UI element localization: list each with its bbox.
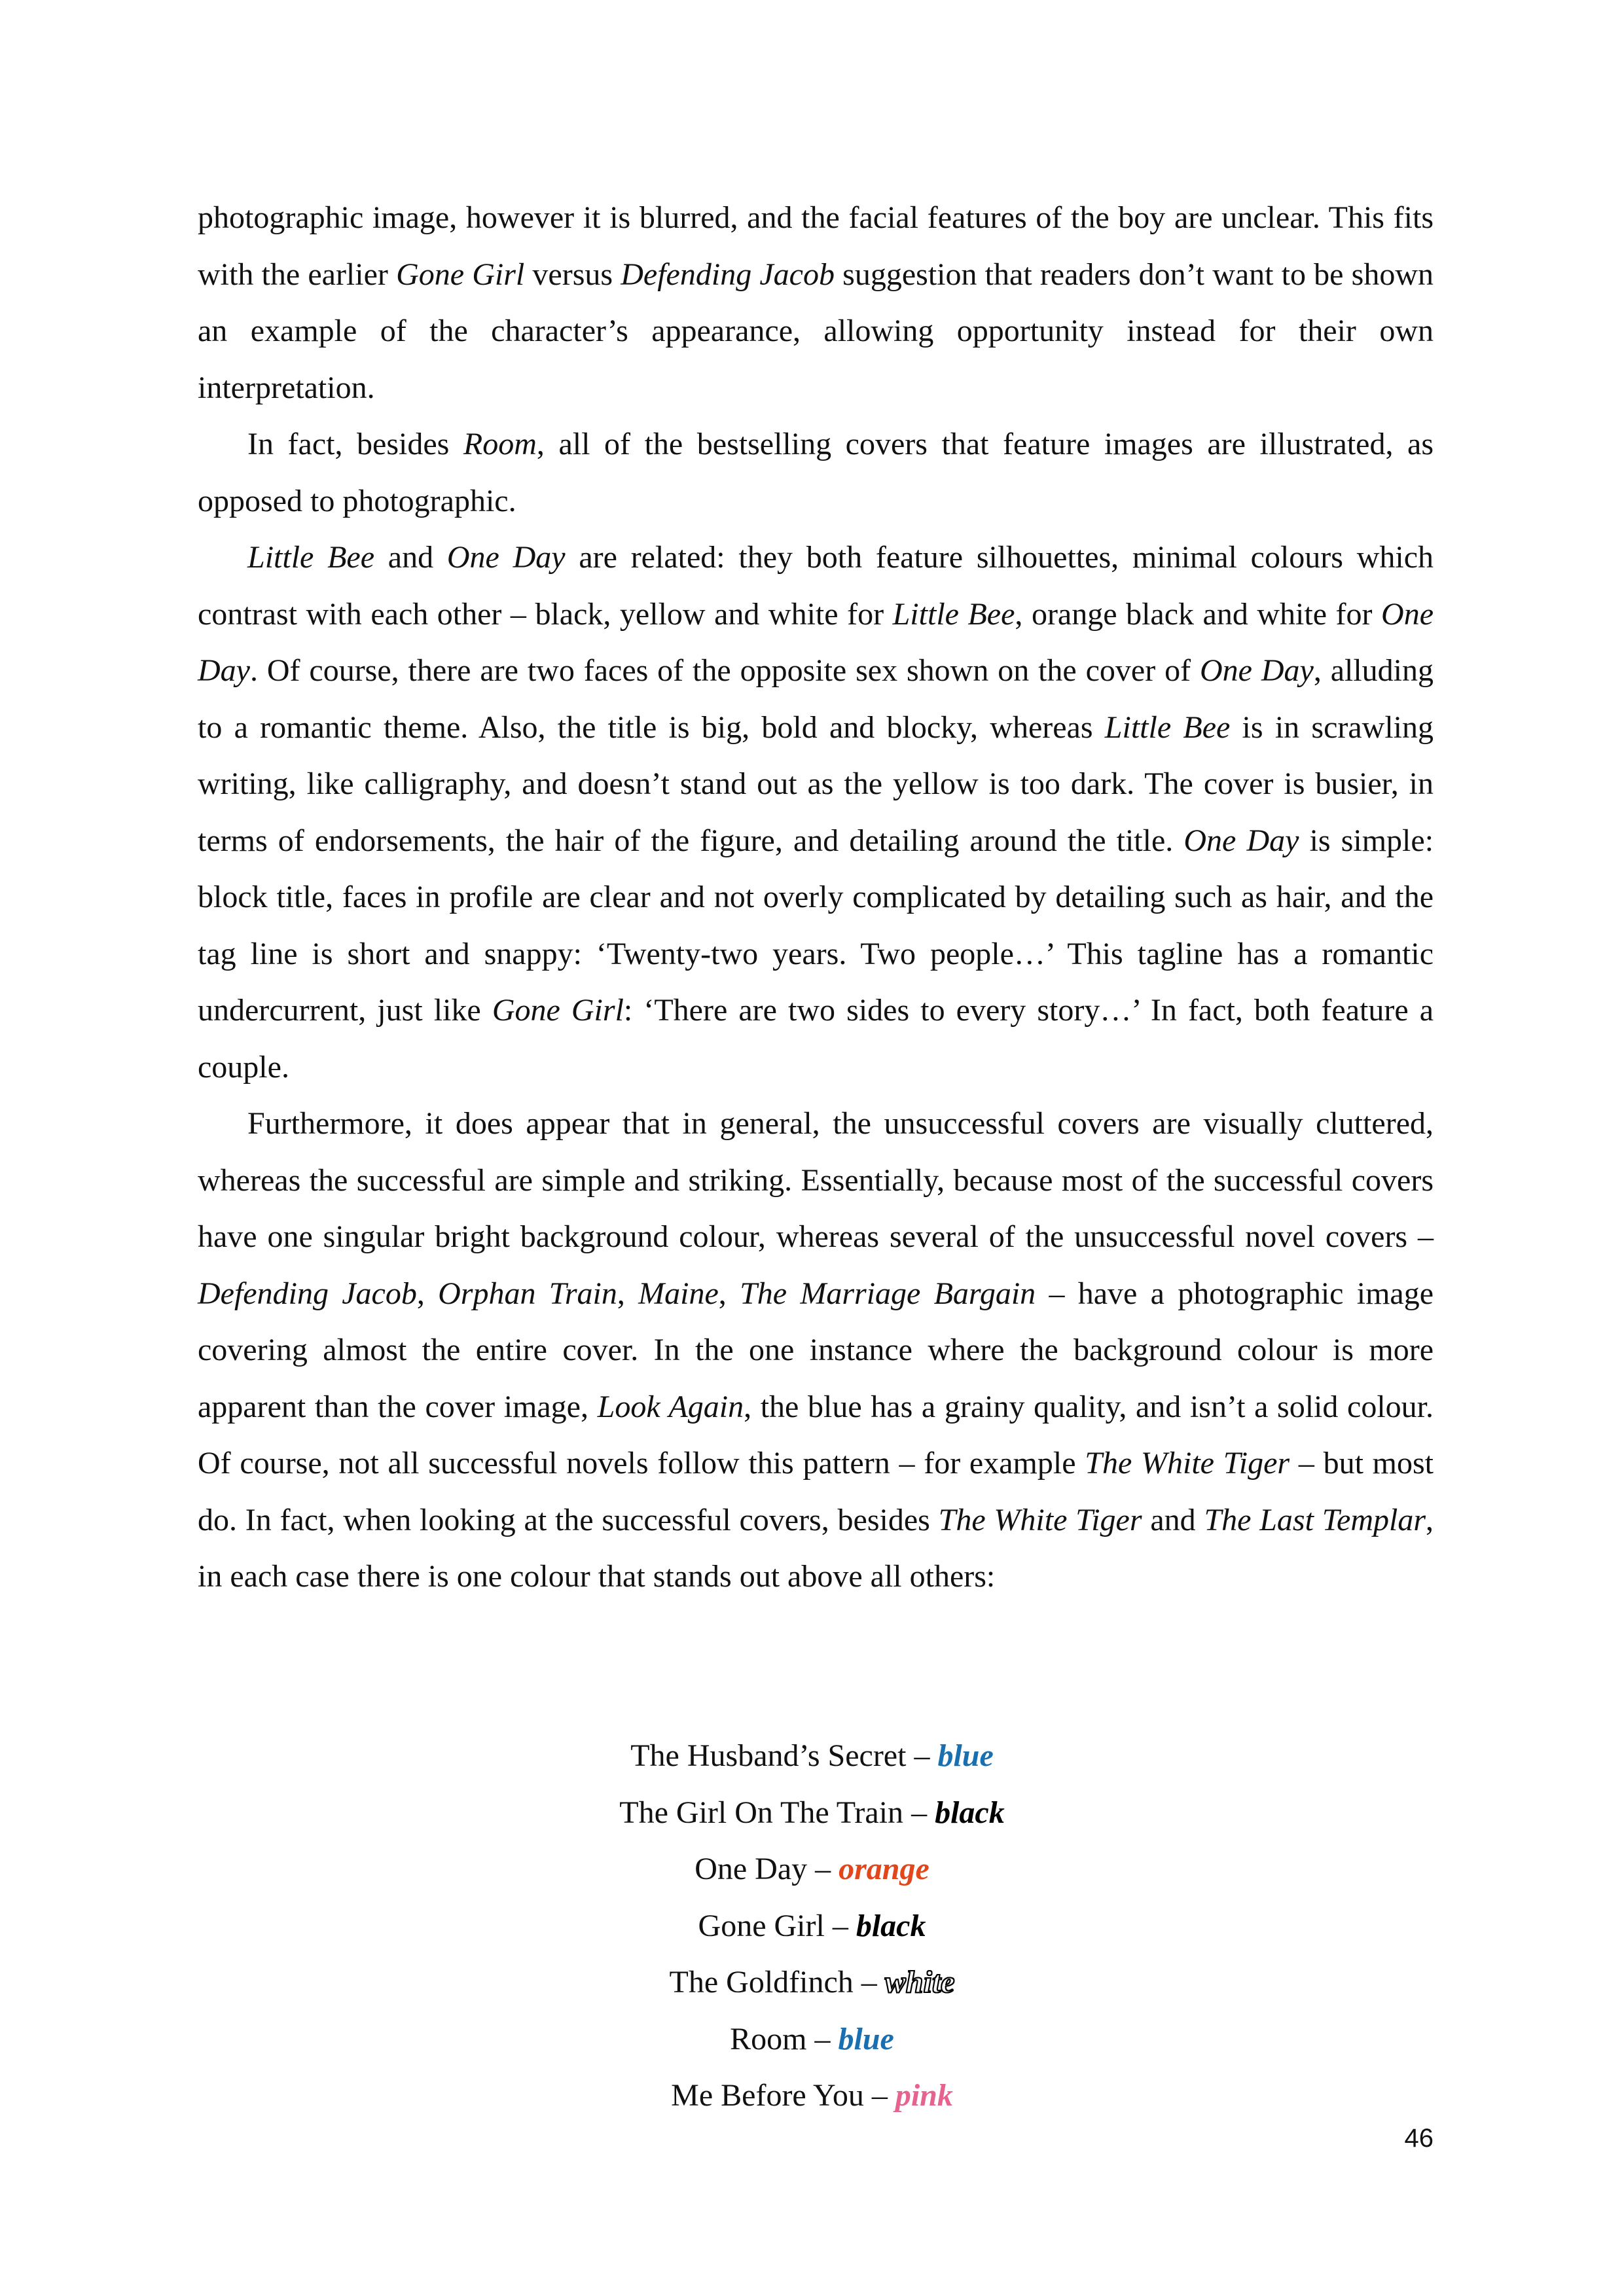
text-run: versus <box>524 257 621 292</box>
separator: – <box>906 1738 938 1773</box>
text-run: is simple: block title, faces in profile are clear and not overly complicated by detailing such as hair, and the tag line is short and snappy: ‘Twenty-two years. Two people…’ This tagline has a romantic undercurrent, just like <box>198 823 1434 1028</box>
colour-word: black <box>935 1795 1005 1830</box>
cover-title: The Girl On The Train <box>619 1795 904 1830</box>
text-run: and <box>374 540 447 575</box>
cover-title: The Goldfinch <box>669 1965 854 2000</box>
text-run: , <box>617 1276 639 1311</box>
colour-list-item <box>0 2011 1624 2068</box>
text-run: In fact, besides <box>247 427 463 461</box>
cover-title: One Day <box>695 1852 808 1886</box>
text-run: , in each case there is one colour that stands out above all others: <box>198 1502 1434 1594</box>
body-text <box>198 190 1434 1605</box>
separator: – <box>863 2078 895 2113</box>
book-title: Little Bee <box>247 540 375 575</box>
separator: – <box>824 1908 856 1943</box>
text-run: , <box>416 1276 439 1311</box>
text-run: Furthermore, it does appear that in general, the unsuccessful covers are visually cluttered, whereas the successful are simple and striking. Essentially, because most of the successful covers have one singular bright background colour, whereas several of the unsuccessful novel covers – <box>198 1106 1434 1254</box>
book-title: One Day <box>198 596 1434 688</box>
text-run: , <box>718 1276 740 1311</box>
book-title: Look Again <box>597 1389 744 1424</box>
paragraph <box>198 1096 1434 1605</box>
text-run: , alluding to a romantic theme. Also, the title is big, bold and blocky, whereas <box>198 653 1434 745</box>
colour-word: orange <box>839 1852 929 1886</box>
book-title: Little Bee <box>892 596 1015 632</box>
colour-word: pink <box>895 2078 953 2113</box>
separator: – <box>903 1795 935 1830</box>
paragraph <box>198 190 1434 416</box>
text-run: , orange black and white for <box>1015 596 1382 632</box>
colour-list-item <box>0 1841 1624 1898</box>
book-title: Orphan Train <box>438 1276 617 1311</box>
book-title: The Last Templar <box>1204 1502 1426 1537</box>
colour-word: black <box>856 1908 926 1943</box>
text-run: . Of course, there are two faces of the opposite sex shown on the cover of <box>249 653 1200 688</box>
separator: – <box>806 2021 839 2056</box>
colour-list-item <box>0 1785 1624 1842</box>
book-title: Maine <box>638 1276 719 1311</box>
book-title: One Day <box>1183 823 1299 858</box>
colour-list-item <box>0 1954 1624 2011</box>
colour-word: blue <box>838 2021 894 2056</box>
book-title: The White Tiger <box>938 1502 1142 1537</box>
paragraph <box>198 529 1434 1096</box>
colour-word: white <box>884 1965 955 2000</box>
text-run: are related: they both feature silhouettes, minimal colours which contrast with each other – black, yellow and white for <box>198 540 1434 632</box>
text-run: is in scrawling writing, like calligraphy, and doesn’t stand out as the yellow is too dark. The cover is busier, in terms of endorsements, the hair of the figure, and detailing around the title. <box>198 709 1434 858</box>
book-title: Little Bee <box>1104 709 1231 745</box>
book-title: Room <box>463 427 537 461</box>
colour-word: blue <box>937 1738 994 1773</box>
text-run: : ‘There are two sides to every story…’ In fact, both feature a couple. <box>198 993 1434 1085</box>
text-run: – have a photographic image covering almost the entire cover. In the one instance where the background colour is more apparent than the cover image, <box>198 1276 1434 1424</box>
page-number: 46 <box>1404 2124 1434 2153</box>
separator: – <box>853 1965 885 2000</box>
book-title: One Day <box>446 540 566 575</box>
text-run: – but most do. In fact, when looking at the successful covers, besides <box>198 1446 1434 1537</box>
book-title: Gone Girl <box>492 993 624 1028</box>
separator: – <box>807 1852 839 1886</box>
cover-title: Me Before You <box>671 2078 864 2113</box>
book-title: Gone Girl <box>396 257 525 292</box>
book-title: One Day <box>1199 653 1314 688</box>
book-title: The White Tiger <box>1085 1446 1290 1480</box>
text-run: , all of the bestselling covers that feature images are illustrated, as opposed to photographic. <box>198 427 1434 518</box>
cover-colour-list <box>0 1728 1624 2125</box>
cover-title: The Husband’s Secret <box>630 1738 907 1773</box>
text-run: and <box>1142 1502 1204 1537</box>
cover-title: Gone Girl <box>698 1908 825 1943</box>
colour-list-item <box>0 2068 1624 2125</box>
book-title: Defending Jacob <box>198 1276 417 1311</box>
book-title: The Marriage Bargain <box>740 1276 1036 1311</box>
text-run: , the blue has a grainy quality, and isn’t a solid colour. Of course, not all successful novels follow this pattern – for example <box>198 1389 1434 1480</box>
book-title: Defending Jacob <box>621 257 835 292</box>
text-run: suggestion that readers don’t want to be shown an example of the character’s appearance, allowing opportunity instead for their own interpretation. <box>198 257 1434 405</box>
colour-list-item <box>0 1728 1624 1785</box>
text-run: photographic image, however it is blurred, and the facial features of the boy are unclear. This fits with the earlier <box>198 200 1434 292</box>
cover-title: Room <box>730 2021 807 2056</box>
paragraph <box>198 416 1434 529</box>
colour-list-item <box>0 1898 1624 1955</box>
